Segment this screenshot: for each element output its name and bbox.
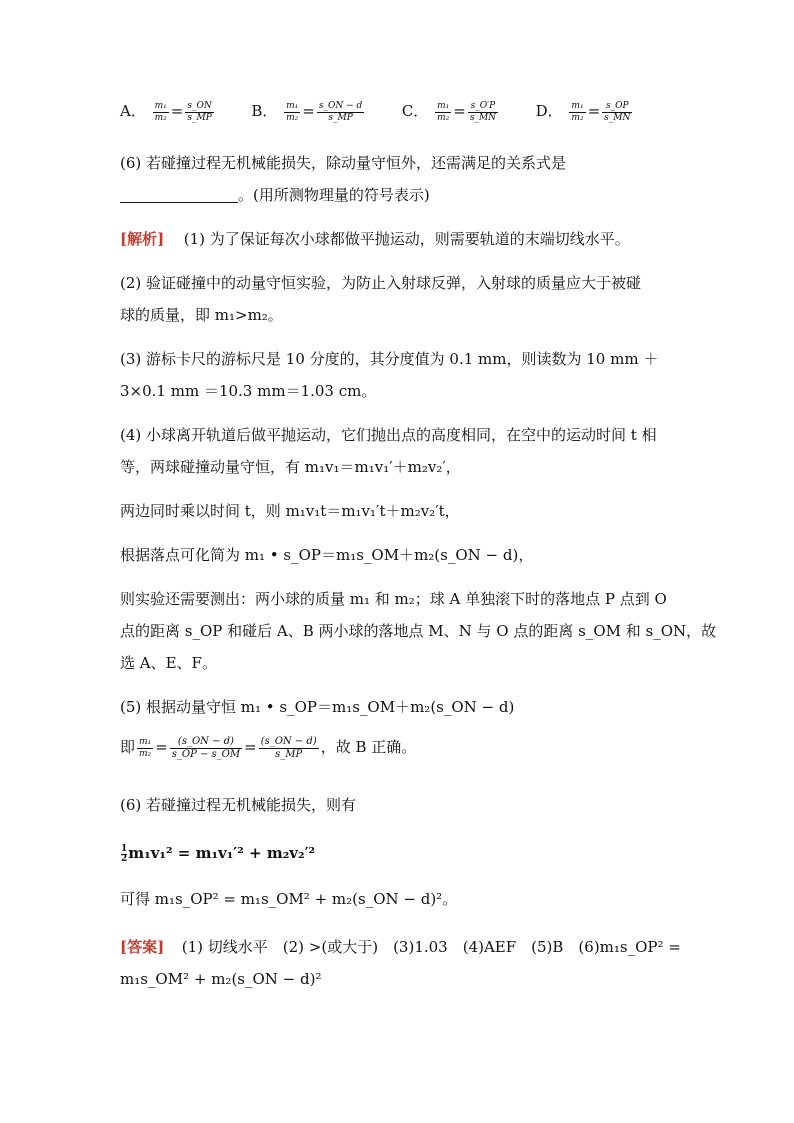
option-a-lhs: $\frac{\text{m₁}}{\text{m₂}}$ <box>154 100 167 123</box>
option-a-rhs: $\frac{s\_ON}{s\_MP}$ <box>187 100 212 123</box>
p5-frac-result: $\frac{(s\_ON - d)}{s\_MP}$ <box>260 735 317 760</box>
option-d: D． $\frac{\text{m₁}}{\text{m₂}}$ = $\frac{s\_OP}{s\_MN}$ <box>535 100 631 123</box>
analysis-p5-line2: 即 $\frac{\text{m₁}}{\text{m₂}}$ = $\frac{(s\_ON - d)}{s\_OP - s\_OM}$ = $\frac{(s\_ON - d)}{s\_MP}$ ，故 B 正确。 <box>120 735 417 760</box>
option-c-rhs: $\frac{s\_O'P}{s\_MN}$ <box>469 100 497 123</box>
option-a-label: A． <box>120 102 146 120</box>
analysis-p4-line7: 选 A、E、F。 <box>120 654 217 672</box>
option-b: B． $\frac{\text{m₁}}{\text{m₂}}$ = $\frac{s\_ON - d}{s\_MP}$ <box>251 100 363 123</box>
option-b-rhs: $\frac{s\_ON - d}{s\_MP}$ <box>318 100 363 123</box>
answer-tag: [答案] <box>120 938 165 956</box>
analysis-p4-line3: 两边同时乘以时间 t，则 m₁v₁t＝m₁v₁′t＋m₂v₂′t， <box>120 502 460 520</box>
half-fraction: $\frac{1}{2}$ <box>121 843 128 864</box>
analysis-p5-line1: (5) 根据动量守恒 m₁ • s_OP＝m₁s_OM＋m₂(s_ON − d) <box>120 698 515 716</box>
answer-line2: m₁s_OM² + m₂(s_ON − d)² <box>120 970 322 988</box>
analysis-p4-line4: 根据落点可化简为 m₁ • s_OP＝m₁s_OM＋m₂(s_ON − d)， <box>120 546 534 564</box>
question6-line1: (6) 若碰撞过程无机械能损失，除动量守恒外，还需满足的关系式是 <box>120 154 567 172</box>
option-c-label: C． <box>401 102 429 120</box>
option-d-rhs: $\frac{s\_OP}{s\_MN}$ <box>604 100 631 123</box>
option-b-lhs: $\frac{\text{m₁}}{\text{m₂}}$ <box>286 100 299 123</box>
p5-frac-mass: $\frac{\text{m₁}}{\text{m₂}}$ <box>139 736 152 759</box>
question6-line2: 。(用所测物理量的符号表示) <box>120 184 430 206</box>
analysis-p6-line1: (6) 若碰撞过程无机械能损失，则有 <box>120 796 357 814</box>
option-c-lhs: $\frac{\text{m₁}}{\text{m₂}}$ <box>437 100 450 123</box>
analysis-p6-eq: $\frac{1}{2}$ m₁v₁² = m₁v₁′² + m₂v₂′² <box>121 843 316 864</box>
analysis-p4-line1: (4) 小球离开轨道后做平抛运动，它们抛出点的高度相同，在空中的运动时间 t 相 <box>120 426 657 444</box>
option-a: A． $\frac{\text{m₁}}{\text{m₂}}$ = $\frac{s\_ON}{s\_MP}$ <box>120 100 212 123</box>
analysis-p3-line1: (3) 游标卡尺的游标尺是 10 分度的，其分度值为 0.1 mm，则读数为 10 mm ＋ <box>120 350 659 368</box>
analysis-p2-line2: 球的质量，即 m₁>m₂。 <box>120 306 283 324</box>
option-d-lhs: $\frac{\text{m₁}}{\text{m₂}}$ <box>571 100 584 123</box>
analysis-p3-line2: 3×0.1 mm ＝10.3 mm＝1.03 cm。 <box>120 382 377 400</box>
analysis-p4-line5: 则实验还需要测出：两小球的质量 m₁ 和 m₂；球 A 单独滚下时的落地点 P 点到 O <box>120 590 667 608</box>
analysis-p4-line2: 等，两球碰撞动量守恒，有 m₁v₁＝m₁v₁′＋m₂v₂′， <box>120 458 461 476</box>
analysis-tag: [解析] <box>120 230 165 248</box>
p5-frac-distance: $\frac{(s\_ON - d)}{s\_OP - s\_OM}$ <box>171 735 241 760</box>
answer-line1: [答案] (1) 切线水平 (2) >(或大于) (3)1.03 (4)AEF (5)B (6)m₁s_OP² = <box>120 938 681 956</box>
options-row <box>120 100 634 123</box>
option-d-label: D． <box>535 102 563 120</box>
analysis-p2-line1: (2) 验证碰撞中的动量守恒实验，为防止入射球反弹，入射球的质量应大于被碰 <box>120 274 642 292</box>
option-b-label: B． <box>251 102 278 120</box>
analysis-p6-result: 可得 m₁s_OP² = m₁s_OM² + m₂(s_ON − d)²。 <box>120 890 458 908</box>
answer-blank[interactable] <box>120 188 238 203</box>
analysis-p1: [解析] (1) 为了保证每次小球都做平抛运动，则需要轨道的末端切线水平。 <box>120 230 630 248</box>
option-c: C． $\frac{\text{m₁}}{\text{m₂}}$ = $\frac{s\_O'P}{s\_MN}$ <box>401 100 497 123</box>
analysis-p4-line6: 点的距离 s_OP 和碰后 A、B 两小球的落地点 M、N 与 O 点的距离 s_OM 和 s_ON，故 <box>120 622 717 640</box>
